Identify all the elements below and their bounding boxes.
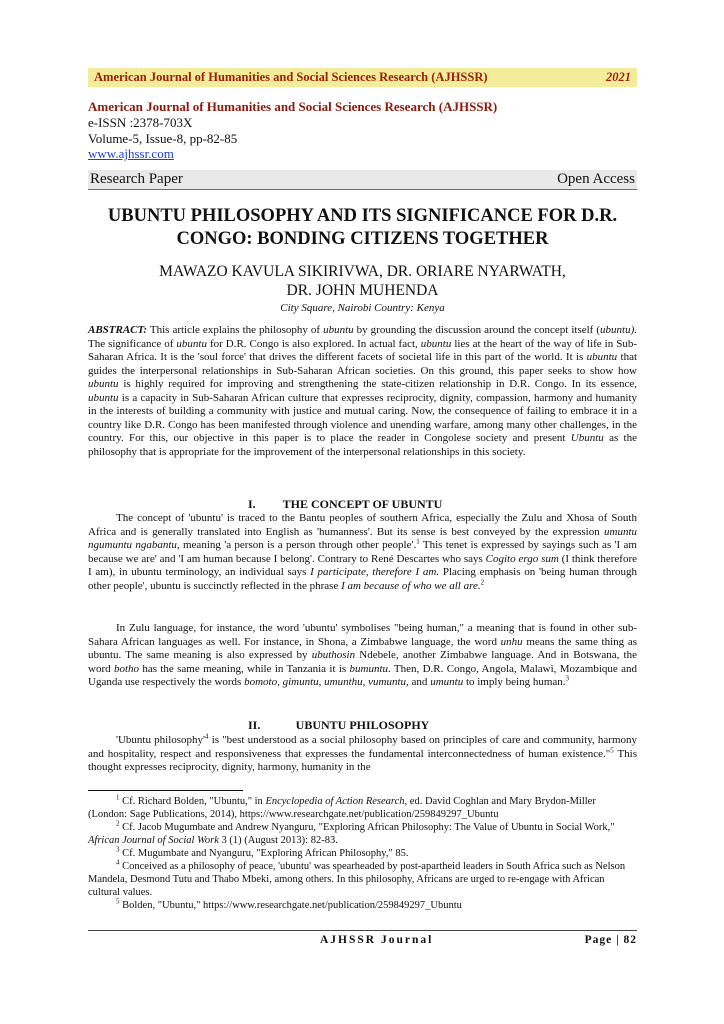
affiliation: City Square, Nairobi Country: Kenya: [280, 302, 445, 314]
abstract: [88, 324, 637, 459]
italic-term: ubuthosin: [311, 649, 356, 661]
abstract-term: ubuntu: [420, 337, 452, 350]
abstract-term: ubuntu: [88, 391, 119, 404]
section-heading-1: [88, 497, 637, 512]
authors: [88, 262, 637, 300]
footnote-text: Cf. Mugumbate and Nyanguru, "Exploring African Philosophy," 85.: [119, 848, 409, 859]
paragraph-2: [88, 622, 637, 690]
header-journal-name: American Journal of Humanities and Social Sciences Research (AJHSSR): [94, 70, 488, 84]
authors-line-1: MAWAZO KAVULA SIKIRIVWA, DR. ORIARE NYARWATH,: [159, 263, 566, 280]
footnote-ref[interactable]: 4: [205, 732, 209, 741]
journal-header-band: [88, 68, 637, 87]
text: This thought expresses reciprocity, dignity, harmony, humanity in the: [88, 747, 637, 773]
footnote-number: 1: [116, 793, 120, 802]
text: and: [408, 676, 431, 688]
footnote-italic: African Journal of Social Work: [88, 835, 219, 846]
section-heading-2: [88, 718, 637, 733]
abstract-term: ubuntu: [323, 324, 354, 336]
abstract-text: is a capacity in Sub-Saharan African culture that expresses reciprocity, dignity, compassion, harmony and humanity in the interests of building a community with justice and mutual caring. Now, the consequence of failing to embrace it in a country like D.R. Congo has been manifested through violence and unending warfare, among many other challenges, in the country. For this, our objective in this paper is to place the reader in Congolese society and present: [88, 391, 637, 444]
abstract-text: lies at the heart of the way of life in Sub-Saharan Africa. It is the 'soul force' that drives the different facets of societal life in this part of the world. It is: [88, 337, 637, 363]
footnote-1: [88, 795, 637, 821]
text: The concept of 'ubuntu' is traced to the Bantu peoples of southern Africa, especially the Zulu and Xhosa of South Africa and is generally translated into English as 'humanness'. But its sense is best conveyed by the expression: [88, 512, 637, 538]
footnote-text: 3 (1) (August 2013): 82-83.: [218, 835, 338, 846]
italic-term: I am because of who we all are.: [341, 579, 481, 592]
volume-issue: Volume-5, Issue-8, pp-82-85: [88, 130, 238, 146]
text: In Zulu language, for instance, the word 'ubuntu' symbolises "being human," a meaning that is found in other sub-Sahara African languages as well. For instance, in Shona, a Zimbabwe language, the word: [88, 622, 637, 648]
italic-term: I participate, therefore I am.: [310, 566, 440, 578]
abstract-text: is highly required for improving and strengthening the state-citizen relationship in D.R. Congo. In its essence,: [118, 378, 637, 390]
page-footer: [88, 930, 637, 948]
paragraph-3: [88, 734, 637, 775]
italic-term: unhu: [500, 635, 523, 648]
italic-term: umuntu ngumuntu ngabantu: [88, 525, 637, 551]
text: . Then, D.R. Congo, Angola, Malawi, Mozambique and Uganda use respectively the words: [88, 662, 637, 688]
footer-journal: AJHSSR Journal: [320, 933, 434, 946]
footnote-2: [88, 821, 637, 847]
italic-term: Cogito ergo sum: [485, 552, 559, 565]
footnote-5: [88, 899, 637, 912]
text: has the same meaning, while in Tanzania it is: [139, 662, 350, 675]
italic-term: botho: [113, 662, 140, 675]
abstract-term: ubuntu: [176, 337, 207, 350]
footnote-number: 2: [116, 819, 120, 828]
masthead: [88, 99, 637, 162]
footnote-ref[interactable]: 2: [480, 577, 485, 586]
text: 'Ubuntu philosophy': [116, 734, 206, 746]
abstract-term: ubuntu).: [600, 324, 637, 336]
abstract-term: Ubuntu: [570, 432, 604, 444]
footnote-text: Bolden, "Ubuntu," https://www.researchgate.net/publication/259849297_Ubuntu: [119, 900, 462, 911]
page-number: Page | 82: [584, 933, 637, 946]
abstract-label: ABSTRACT:: [88, 324, 148, 336]
abstract-term: ubuntu: [586, 351, 618, 363]
text: Ndebele, another Zimbabwe language. And in Botswana, the word: [88, 649, 637, 675]
footnote-number: 4: [116, 858, 120, 867]
abstract-text: for D.R. Congo is also explored. In actual fact,: [206, 337, 421, 350]
footnote-separator: [88, 790, 243, 791]
title-line-2: CONGO: BONDING CITIZENS TOGETHER: [176, 229, 549, 249]
italic-term: bumuntu: [349, 662, 389, 675]
authors-line-2: DR. JOHN MUHENDA: [286, 282, 439, 299]
footnote-text: Conceived as a philosophy of peace, 'ubuntu' was spearheaded by post-apartheid leaders in South Africa such as Nelson Mandela, Desmond Tutu and Thabo Mbeki, among others. In this philosophy, Africans are urged to re-engage with African cultural values.: [88, 861, 626, 898]
abstract-term: ubuntu: [88, 378, 119, 390]
issn: e-ISSN :2378-703X: [88, 115, 193, 130]
footnote-ref[interactable]: 1: [416, 537, 420, 546]
footnotes: [88, 795, 637, 912]
text: Placing emphasis on 'being human through other people', ubuntu is succinctly reflected in the phrase: [88, 566, 637, 592]
masthead-journal-title: American Journal of Humanities and Social Sciences Research (AJHSSR): [88, 99, 498, 114]
section-number: II.: [248, 718, 261, 732]
abstract-text: that guides the interpersonal relationships in Sub-Saharan African societies. On this ground, this paper seeks to show how: [88, 351, 638, 377]
abstract-text: The significance of: [88, 337, 177, 350]
title-line-1: UBUNTU PHILOSOPHY AND ITS SIGNIFICANCE FOR D.R.: [107, 206, 618, 226]
italic-term: umuntu: [430, 676, 464, 688]
paragraph-1: [88, 512, 637, 593]
text: , meaning 'a person is a person through other people'.: [176, 539, 417, 551]
article-type-band: [88, 170, 637, 190]
abstract-text: This article explains the philosophy of: [147, 324, 324, 336]
text: (I think therefore I am), in ubuntu terminology, an individual says: [88, 552, 637, 578]
footnote-italic: Encyclopedia of Action Research: [265, 796, 405, 807]
footnote-number: 5: [116, 897, 120, 906]
text: to imply being human.: [463, 676, 566, 688]
section-number: I.: [248, 497, 256, 511]
article-type: Research Paper: [90, 171, 183, 187]
section-title: THE CONCEPT OF UBUNTU: [282, 497, 443, 511]
abstract-text: as the philosophy that is appropriate for the improvement of the interpersonal relationships in this society.: [88, 432, 637, 458]
italic-term: bomoto, gimuntu, umunthu, vumuntu,: [244, 676, 409, 688]
text: means the same thing as ubuntu. The same meaning is also expressed by: [88, 635, 638, 661]
footnote-ref[interactable]: 3: [565, 674, 570, 683]
footnote-number: 3: [116, 845, 120, 854]
text: This tenet is expressed by sayings such as 'I am because we are' and 'I am human because I belong'. Contrary to René Descartes who says: [88, 539, 637, 565]
footnote-text: Cf. Jacob Mugumbate and Andrew Nyanguru, "Exploring African Philosophy: The Value of Ubuntu in Social Work,": [119, 822, 615, 833]
abstract-text: by grounding the discussion around the concept itself (: [353, 324, 601, 336]
footnote-ref[interactable]: 5: [610, 745, 614, 754]
header-year: 2021: [606, 70, 631, 84]
text: is "best understood as a social philosophy based on principles of care and community, harmony and hospitality, respect and responsiveness that expresses the fundamental interconnectedness of human existence.": [88, 734, 638, 760]
footnote-3: [88, 847, 637, 860]
footnote-4: [88, 860, 637, 899]
journal-website-link[interactable]: www.ajhssr.com: [88, 146, 174, 161]
footnote-text: Cf. Richard Bolden, "Ubuntu," in: [119, 796, 266, 807]
paper-title: [88, 205, 637, 251]
access-type: Open Access: [557, 171, 635, 187]
footnote-text: , ed. David Coghlan and Mary Brydon-Miller (London: Sage Publications, 2014), https://www.researchgate.net/publication/259849297_Ubuntu: [88, 796, 596, 820]
section-title: UBUNTU PHILOSOPHY: [295, 718, 430, 732]
